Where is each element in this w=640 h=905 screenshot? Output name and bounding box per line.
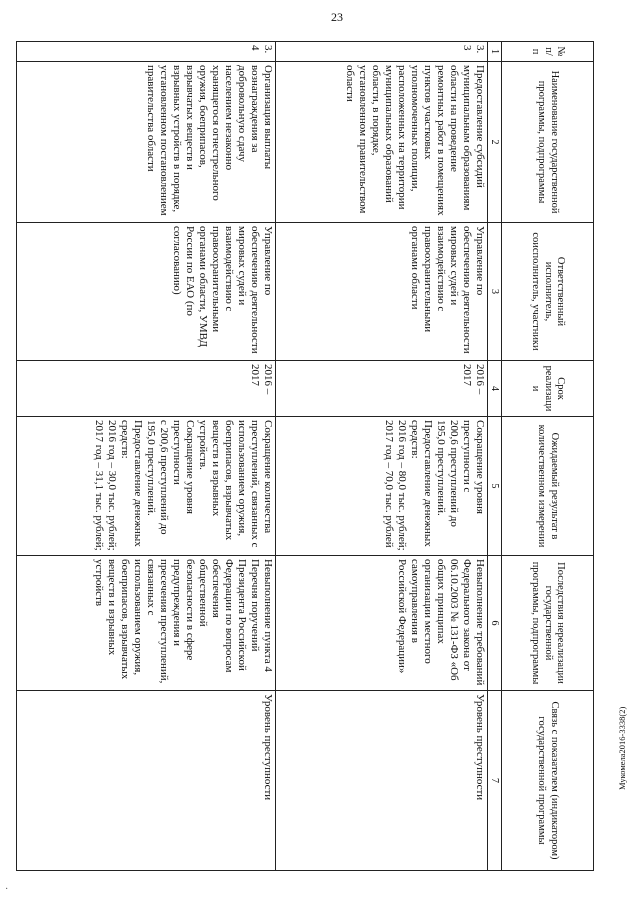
header-cell-number: № п/п xyxy=(502,42,594,62)
table-header-row xyxy=(502,42,594,871)
column-number: 6 xyxy=(488,556,502,691)
executor: Управление по обеспечению деятельности мировых судей и взаимодействию с правоохранительными органами области, УМВД России по ЕАО (по согласованию) xyxy=(17,223,276,361)
header-cell-result: Ожидаемый результат в количественном измерении xyxy=(502,417,594,556)
row-number: 3.4 xyxy=(17,42,276,62)
page-number: 23 xyxy=(331,10,343,24)
header-cell-consequences: Последствия нереализации государственной программы, подпрограммы xyxy=(502,556,594,691)
measure-name: Организация выплаты вознаграждения за добровольную сдачу населением незаконно хранящегося огнестрельного оружия, боеприпасов, взрывчатых веществ и взрывных устройств в порядке, установленном постановлением правительства области xyxy=(17,62,276,223)
column-number: 3 xyxy=(488,223,502,361)
row-number: 3.3 xyxy=(276,42,488,62)
implementation-term: 2016 – 2017 xyxy=(276,361,488,417)
column-number: 7 xyxy=(488,691,502,871)
table-row xyxy=(276,42,488,871)
document-code: Мукомела2016-3338(2) xyxy=(617,706,627,790)
indicator-link: Уровень преступности xyxy=(276,691,488,871)
edge-mark: · xyxy=(5,884,9,895)
column-number-row xyxy=(488,42,502,871)
document-table-rotated xyxy=(16,41,594,870)
indicator-link: Уровень преступности xyxy=(17,691,276,871)
non-implementation-consequences: Невыполнение требований Федерального закона от 06.10.2003 № 131-ФЗ «Об общих принципах организации местного самоуправления в Российской Федерации» xyxy=(276,556,488,691)
column-number: 4 xyxy=(488,361,502,417)
non-implementation-consequences: Невыполнение пункта 4 Перечня поручений Президента Российской Федерации по вопросам обеспечения общественной безопасности в сфере предупреждения и пресечения преступлений, связанных с использованием оружия, боеприпасов, взрывчатых веществ и взрывных устройств xyxy=(17,556,276,691)
header-cell-link: Связь с показателем (индикатором) государственной программы xyxy=(502,691,594,871)
header-cell-executor: Ответственный исполнитель, соисполнитель, участники xyxy=(502,223,594,361)
header-cell-name: Наименование государственной программы, подпрограммы xyxy=(502,62,594,223)
column-number: 5 xyxy=(488,417,502,556)
column-number: 2 xyxy=(488,62,502,223)
column-number: 1 xyxy=(488,42,502,62)
table-row xyxy=(17,42,276,871)
expected-result: Сокращение количества преступлений, связанных с использованием оружия, боеприпасов, взрывчатых веществ и взрывных устройств. Сокращение уровня преступности с 200,6 преступлений до 195,0 преступлений. Предоставление денежных средств: 2016 год – 30,0 тыс. рублей; 2017 год – 31,1 тыс. рублей; xyxy=(17,417,276,556)
implementation-term: 2016 – 2017 xyxy=(17,361,276,417)
program-measures-table xyxy=(16,41,594,871)
header-cell-term: Срок реализации xyxy=(502,361,594,417)
executor: Управление по обеспечению деятельности мировых судей и взаимодействию с правоохранительными органами области xyxy=(276,223,488,361)
expected-result: Сокращение уровня преступности с 200,6 преступлений до 195,0 преступлений. Предоставление денежных средств: 2016 год – 80,0 тыс. рублей; 2017 год – 70,0 тыс. рублей xyxy=(276,417,488,556)
measure-name: Предоставление субсидий муниципальным образованиям области на проведение ремонтных работ в помещениях пунктов участковых уполномоченных полиции, расположенных на территории муниципальных образований области, в порядке, установленном правительством области xyxy=(276,62,488,223)
